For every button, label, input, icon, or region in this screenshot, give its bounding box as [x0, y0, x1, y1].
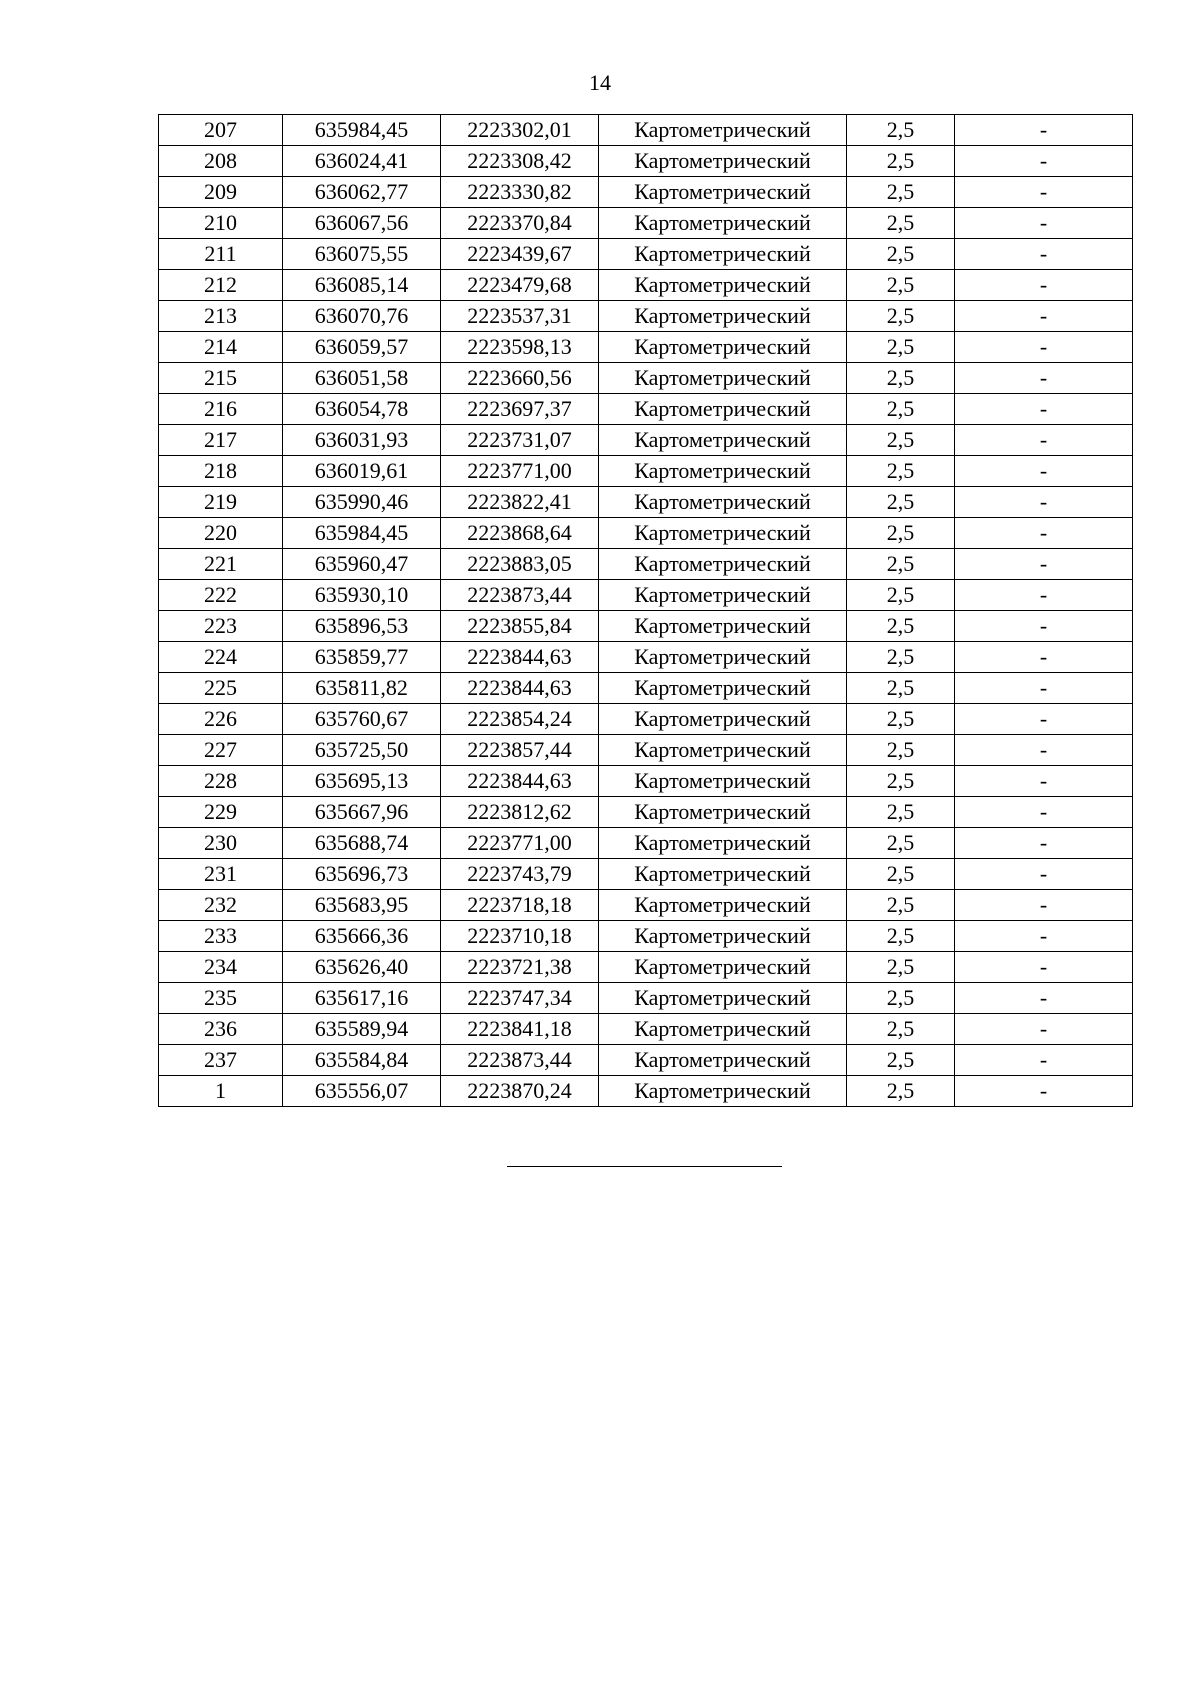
- y-coordinate-cell: 2223883,05: [441, 549, 599, 580]
- x-coordinate-cell: 635695,13: [283, 766, 441, 797]
- table-row: [159, 704, 1133, 735]
- note-cell: -: [955, 456, 1133, 487]
- note-cell: -: [955, 735, 1133, 766]
- note-cell: -: [955, 270, 1133, 301]
- method-cell: Картометрический: [599, 921, 847, 952]
- point-number-cell: 212: [159, 270, 283, 301]
- point-number-cell: 227: [159, 735, 283, 766]
- point-number-cell: 228: [159, 766, 283, 797]
- point-number-cell: 226: [159, 704, 283, 735]
- x-coordinate-cell: 635617,16: [283, 983, 441, 1014]
- accuracy-cell: 2,5: [847, 456, 955, 487]
- method-cell: Картометрический: [599, 797, 847, 828]
- method-cell: Картометрический: [599, 363, 847, 394]
- y-coordinate-cell: 2223721,38: [441, 952, 599, 983]
- coordinates-table-body: [159, 115, 1133, 1107]
- note-cell: -: [955, 239, 1133, 270]
- y-coordinate-cell: 2223308,42: [441, 146, 599, 177]
- point-number-cell: 219: [159, 487, 283, 518]
- table-row: [159, 487, 1133, 518]
- accuracy-cell: 2,5: [847, 115, 955, 146]
- y-coordinate-cell: 2223870,24: [441, 1076, 599, 1107]
- accuracy-cell: 2,5: [847, 270, 955, 301]
- note-cell: -: [955, 704, 1133, 735]
- x-coordinate-cell: 635811,82: [283, 673, 441, 704]
- accuracy-cell: 2,5: [847, 301, 955, 332]
- note-cell: -: [955, 146, 1133, 177]
- x-coordinate-cell: 635984,45: [283, 518, 441, 549]
- point-number-cell: 216: [159, 394, 283, 425]
- point-number-cell: 215: [159, 363, 283, 394]
- end-of-document-rule: [507, 1166, 782, 1167]
- point-number-cell: 232: [159, 890, 283, 921]
- coordinates-table: [158, 114, 1133, 1107]
- method-cell: Картометрический: [599, 859, 847, 890]
- x-coordinate-cell: 636070,76: [283, 301, 441, 332]
- note-cell: -: [955, 921, 1133, 952]
- point-number-cell: 236: [159, 1014, 283, 1045]
- x-coordinate-cell: 636075,55: [283, 239, 441, 270]
- x-coordinate-cell: 635984,45: [283, 115, 441, 146]
- x-coordinate-cell: 635666,36: [283, 921, 441, 952]
- point-number-cell: 213: [159, 301, 283, 332]
- method-cell: Картометрический: [599, 456, 847, 487]
- accuracy-cell: 2,5: [847, 735, 955, 766]
- method-cell: Картометрический: [599, 1045, 847, 1076]
- method-cell: Картометрический: [599, 580, 847, 611]
- accuracy-cell: 2,5: [847, 425, 955, 456]
- table-row: [159, 642, 1133, 673]
- note-cell: -: [955, 580, 1133, 611]
- point-number-cell: 235: [159, 983, 283, 1014]
- method-cell: Картометрический: [599, 642, 847, 673]
- x-coordinate-cell: 635688,74: [283, 828, 441, 859]
- table-row: [159, 1045, 1133, 1076]
- method-cell: Картометрический: [599, 766, 847, 797]
- table-row: [159, 952, 1133, 983]
- note-cell: -: [955, 1014, 1133, 1045]
- accuracy-cell: 2,5: [847, 983, 955, 1014]
- method-cell: Картометрический: [599, 890, 847, 921]
- note-cell: -: [955, 952, 1133, 983]
- accuracy-cell: 2,5: [847, 642, 955, 673]
- y-coordinate-cell: 2223718,18: [441, 890, 599, 921]
- x-coordinate-cell: 635556,07: [283, 1076, 441, 1107]
- y-coordinate-cell: 2223479,68: [441, 270, 599, 301]
- x-coordinate-cell: 636024,41: [283, 146, 441, 177]
- point-number-cell: 217: [159, 425, 283, 456]
- note-cell: -: [955, 363, 1133, 394]
- point-number-cell: 208: [159, 146, 283, 177]
- accuracy-cell: 2,5: [847, 332, 955, 363]
- accuracy-cell: 2,5: [847, 1014, 955, 1045]
- y-coordinate-cell: 2223822,41: [441, 487, 599, 518]
- x-coordinate-cell: 636067,56: [283, 208, 441, 239]
- y-coordinate-cell: 2223710,18: [441, 921, 599, 952]
- accuracy-cell: 2,5: [847, 177, 955, 208]
- table-row: [159, 394, 1133, 425]
- note-cell: -: [955, 673, 1133, 704]
- x-coordinate-cell: 635589,94: [283, 1014, 441, 1045]
- method-cell: Картометрический: [599, 704, 847, 735]
- y-coordinate-cell: 2223855,84: [441, 611, 599, 642]
- x-coordinate-cell: 636031,93: [283, 425, 441, 456]
- accuracy-cell: 2,5: [847, 1076, 955, 1107]
- table-row: [159, 177, 1133, 208]
- y-coordinate-cell: 2223844,63: [441, 673, 599, 704]
- point-number-cell: 230: [159, 828, 283, 859]
- x-coordinate-cell: 635990,46: [283, 487, 441, 518]
- table-row: [159, 983, 1133, 1014]
- method-cell: Картометрический: [599, 301, 847, 332]
- method-cell: Картометрический: [599, 394, 847, 425]
- table-row: [159, 797, 1133, 828]
- table-row: [159, 425, 1133, 456]
- y-coordinate-cell: 2223873,44: [441, 1045, 599, 1076]
- point-number-cell: 223: [159, 611, 283, 642]
- table-row: [159, 1014, 1133, 1045]
- y-coordinate-cell: 2223743,79: [441, 859, 599, 890]
- y-coordinate-cell: 2223771,00: [441, 828, 599, 859]
- accuracy-cell: 2,5: [847, 208, 955, 239]
- x-coordinate-cell: 635626,40: [283, 952, 441, 983]
- accuracy-cell: 2,5: [847, 363, 955, 394]
- x-coordinate-cell: 635859,77: [283, 642, 441, 673]
- note-cell: -: [955, 766, 1133, 797]
- method-cell: Картометрический: [599, 673, 847, 704]
- y-coordinate-cell: 2223660,56: [441, 363, 599, 394]
- note-cell: -: [955, 115, 1133, 146]
- point-number-cell: 209: [159, 177, 283, 208]
- table-row: [159, 766, 1133, 797]
- x-coordinate-cell: 636054,78: [283, 394, 441, 425]
- x-coordinate-cell: 635896,53: [283, 611, 441, 642]
- x-coordinate-cell: 635683,95: [283, 890, 441, 921]
- table-row: [159, 456, 1133, 487]
- method-cell: Картометрический: [599, 735, 847, 766]
- table-row: [159, 239, 1133, 270]
- point-number-cell: 224: [159, 642, 283, 673]
- method-cell: Картометрический: [599, 487, 847, 518]
- table-row: [159, 146, 1133, 177]
- note-cell: -: [955, 828, 1133, 859]
- note-cell: -: [955, 487, 1133, 518]
- point-number-cell: 237: [159, 1045, 283, 1076]
- method-cell: Картометрический: [599, 1014, 847, 1045]
- accuracy-cell: 2,5: [847, 828, 955, 859]
- point-number-cell: 229: [159, 797, 283, 828]
- y-coordinate-cell: 2223771,00: [441, 456, 599, 487]
- point-number-cell: 225: [159, 673, 283, 704]
- x-coordinate-cell: 636051,58: [283, 363, 441, 394]
- y-coordinate-cell: 2223873,44: [441, 580, 599, 611]
- note-cell: -: [955, 611, 1133, 642]
- y-coordinate-cell: 2223747,34: [441, 983, 599, 1014]
- y-coordinate-cell: 2223844,63: [441, 642, 599, 673]
- accuracy-cell: 2,5: [847, 704, 955, 735]
- method-cell: Картометрический: [599, 611, 847, 642]
- x-coordinate-cell: 635667,96: [283, 797, 441, 828]
- method-cell: Картометрический: [599, 1076, 847, 1107]
- x-coordinate-cell: 635960,47: [283, 549, 441, 580]
- table-row: [159, 549, 1133, 580]
- note-cell: -: [955, 301, 1133, 332]
- method-cell: Картометрический: [599, 239, 847, 270]
- accuracy-cell: 2,5: [847, 890, 955, 921]
- table-row: [159, 859, 1133, 890]
- y-coordinate-cell: 2223370,84: [441, 208, 599, 239]
- method-cell: Картометрический: [599, 549, 847, 580]
- table-row: [159, 518, 1133, 549]
- method-cell: Картометрический: [599, 983, 847, 1014]
- accuracy-cell: 2,5: [847, 797, 955, 828]
- method-cell: Картометрический: [599, 146, 847, 177]
- note-cell: -: [955, 1076, 1133, 1107]
- accuracy-cell: 2,5: [847, 1045, 955, 1076]
- table-row: [159, 890, 1133, 921]
- x-coordinate-cell: 635584,84: [283, 1045, 441, 1076]
- y-coordinate-cell: 2223868,64: [441, 518, 599, 549]
- accuracy-cell: 2,5: [847, 859, 955, 890]
- note-cell: -: [955, 177, 1133, 208]
- table-row: [159, 270, 1133, 301]
- note-cell: -: [955, 518, 1133, 549]
- y-coordinate-cell: 2223844,63: [441, 766, 599, 797]
- table-row: [159, 735, 1133, 766]
- x-coordinate-cell: 636062,77: [283, 177, 441, 208]
- point-number-cell: 214: [159, 332, 283, 363]
- table-row: [159, 611, 1133, 642]
- accuracy-cell: 2,5: [847, 394, 955, 425]
- method-cell: Картометрический: [599, 332, 847, 363]
- method-cell: Картометрический: [599, 208, 847, 239]
- accuracy-cell: 2,5: [847, 611, 955, 642]
- accuracy-cell: 2,5: [847, 518, 955, 549]
- note-cell: -: [955, 1045, 1133, 1076]
- x-coordinate-cell: 635760,67: [283, 704, 441, 735]
- note-cell: -: [955, 394, 1133, 425]
- note-cell: -: [955, 425, 1133, 456]
- table-row: [159, 673, 1133, 704]
- point-number-cell: 234: [159, 952, 283, 983]
- note-cell: -: [955, 890, 1133, 921]
- accuracy-cell: 2,5: [847, 487, 955, 518]
- y-coordinate-cell: 2223598,13: [441, 332, 599, 363]
- y-coordinate-cell: 2223537,31: [441, 301, 599, 332]
- y-coordinate-cell: 2223330,82: [441, 177, 599, 208]
- method-cell: Картометрический: [599, 828, 847, 859]
- y-coordinate-cell: 2223697,37: [441, 394, 599, 425]
- note-cell: -: [955, 332, 1133, 363]
- note-cell: -: [955, 549, 1133, 580]
- y-coordinate-cell: 2223857,44: [441, 735, 599, 766]
- x-coordinate-cell: 636019,61: [283, 456, 441, 487]
- point-number-cell: 220: [159, 518, 283, 549]
- method-cell: Картометрический: [599, 425, 847, 456]
- x-coordinate-cell: 636059,57: [283, 332, 441, 363]
- accuracy-cell: 2,5: [847, 580, 955, 611]
- y-coordinate-cell: 2223731,07: [441, 425, 599, 456]
- x-coordinate-cell: 635725,50: [283, 735, 441, 766]
- note-cell: -: [955, 859, 1133, 890]
- note-cell: -: [955, 642, 1133, 673]
- method-cell: Картометрический: [599, 177, 847, 208]
- accuracy-cell: 2,5: [847, 766, 955, 797]
- table-row: [159, 1076, 1133, 1107]
- accuracy-cell: 2,5: [847, 921, 955, 952]
- point-number-cell: 211: [159, 239, 283, 270]
- table-row: [159, 828, 1133, 859]
- point-number-cell: 207: [159, 115, 283, 146]
- table-row: [159, 580, 1133, 611]
- point-number-cell: 231: [159, 859, 283, 890]
- y-coordinate-cell: 2223854,24: [441, 704, 599, 735]
- table-row: [159, 363, 1133, 394]
- accuracy-cell: 2,5: [847, 239, 955, 270]
- point-number-cell: 222: [159, 580, 283, 611]
- method-cell: Картометрический: [599, 115, 847, 146]
- note-cell: -: [955, 208, 1133, 239]
- table-row: [159, 921, 1133, 952]
- page-number: 14: [589, 70, 611, 95]
- point-number-cell: 218: [159, 456, 283, 487]
- y-coordinate-cell: 2223439,67: [441, 239, 599, 270]
- note-cell: -: [955, 797, 1133, 828]
- y-coordinate-cell: 2223302,01: [441, 115, 599, 146]
- accuracy-cell: 2,5: [847, 673, 955, 704]
- method-cell: Картометрический: [599, 270, 847, 301]
- point-number-cell: 221: [159, 549, 283, 580]
- y-coordinate-cell: 2223812,62: [441, 797, 599, 828]
- method-cell: Картометрический: [599, 518, 847, 549]
- x-coordinate-cell: 635930,10: [283, 580, 441, 611]
- point-number-cell: 210: [159, 208, 283, 239]
- note-cell: -: [955, 983, 1133, 1014]
- x-coordinate-cell: 636085,14: [283, 270, 441, 301]
- accuracy-cell: 2,5: [847, 952, 955, 983]
- accuracy-cell: 2,5: [847, 549, 955, 580]
- table-row: [159, 208, 1133, 239]
- accuracy-cell: 2,5: [847, 146, 955, 177]
- x-coordinate-cell: 635696,73: [283, 859, 441, 890]
- point-number-cell: 1: [159, 1076, 283, 1107]
- table-row: [159, 301, 1133, 332]
- table-row: [159, 332, 1133, 363]
- table-row: [159, 115, 1133, 146]
- method-cell: Картометрический: [599, 952, 847, 983]
- point-number-cell: 233: [159, 921, 283, 952]
- y-coordinate-cell: 2223841,18: [441, 1014, 599, 1045]
